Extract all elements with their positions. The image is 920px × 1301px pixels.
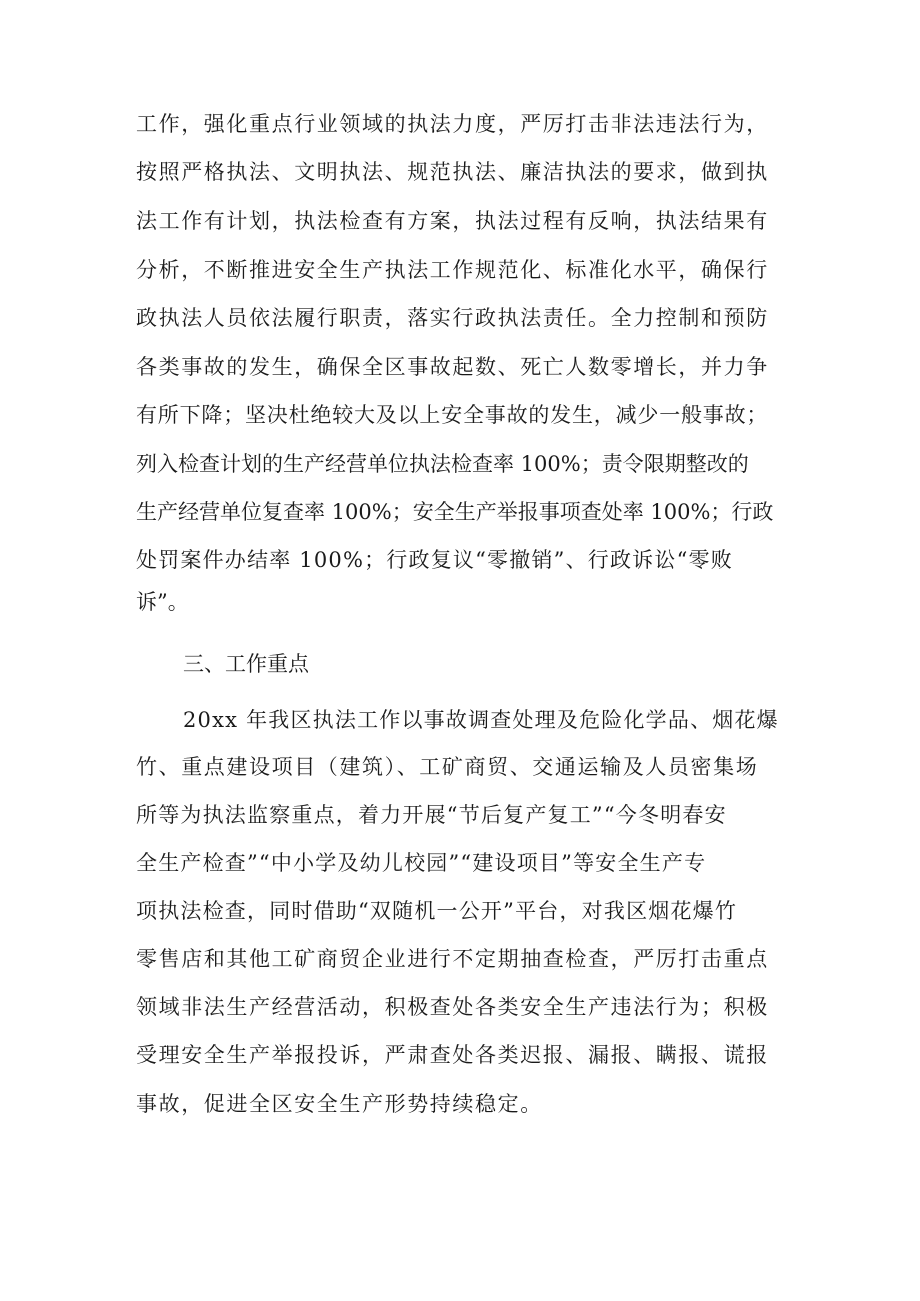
text-line: 按照严格执法、文明执法、规范执法、廉洁执法的要求，做到执 [136,160,769,184]
text-line: 列入检查计划的生产经营单位执法检查率 100%；责令限期整改的 [136,452,749,476]
text-line: 领域非法生产经营活动，积极查处各类安全生产违法行为；积极 [136,995,769,1019]
text-line: 有所下降；坚决杜绝较大及以上安全事故的发生，减少一般事故； [136,403,769,427]
text-line: 所等为执法监察重点，着力开展“节后复产复工”“今冬明春安 [136,803,727,827]
section-heading: 三、工作重点 [183,652,309,676]
text-line: 事故，促进全区安全生产形势持续稳定。 [136,1092,543,1116]
text-line: 政执法人员依法履行职责，落实行政执法责任。全力控制和预防 [136,306,769,330]
text-line: 零售店和其他工矿商贸企业进行不定期抽查检查，严厉打击重点 [136,947,769,971]
text-line: 工作，强化重点行业领域的执法力度，严厉打击非法违法行为， [136,112,769,136]
text-line: 20xx 年我区执法工作以事故调查处理及危险化学品、烟花爆 [183,708,779,732]
text-line: 全生产检查”“中小学及幼儿校园”“建设项目”等安全生产专 [136,851,707,875]
text-line: 竹、重点建设项目（建筑）、工矿商贸、交通运输及人员密集场 [136,755,759,779]
text-line: 受理安全生产举报投诉，严肃查处各类迟报、漏报、瞒报、谎报 [136,1043,769,1067]
text-line: 法工作有计划，执法检查有方案，执法过程有反响，执法结果有 [136,209,769,233]
text-line: 分析，不断推进安全生产执法工作规范化、标准化水平，确保行 [136,258,769,282]
text-line: 项执法检查，同时借助“双随机一公开”平台，对我区烟花爆竹 [136,899,738,923]
text-line: 处罚案件办结率 100%；行政复议“零撤销”、行政诉讼“零败 [136,548,733,572]
text-line: 诉”。 [136,590,189,614]
text-line: 各类事故的发生，确保全区事故起数、死亡人数零增长，并力争 [136,355,769,379]
text-line: 生产经营单位复查率 100%；安全生产举报事项查处率 100%；行政 [136,500,774,524]
